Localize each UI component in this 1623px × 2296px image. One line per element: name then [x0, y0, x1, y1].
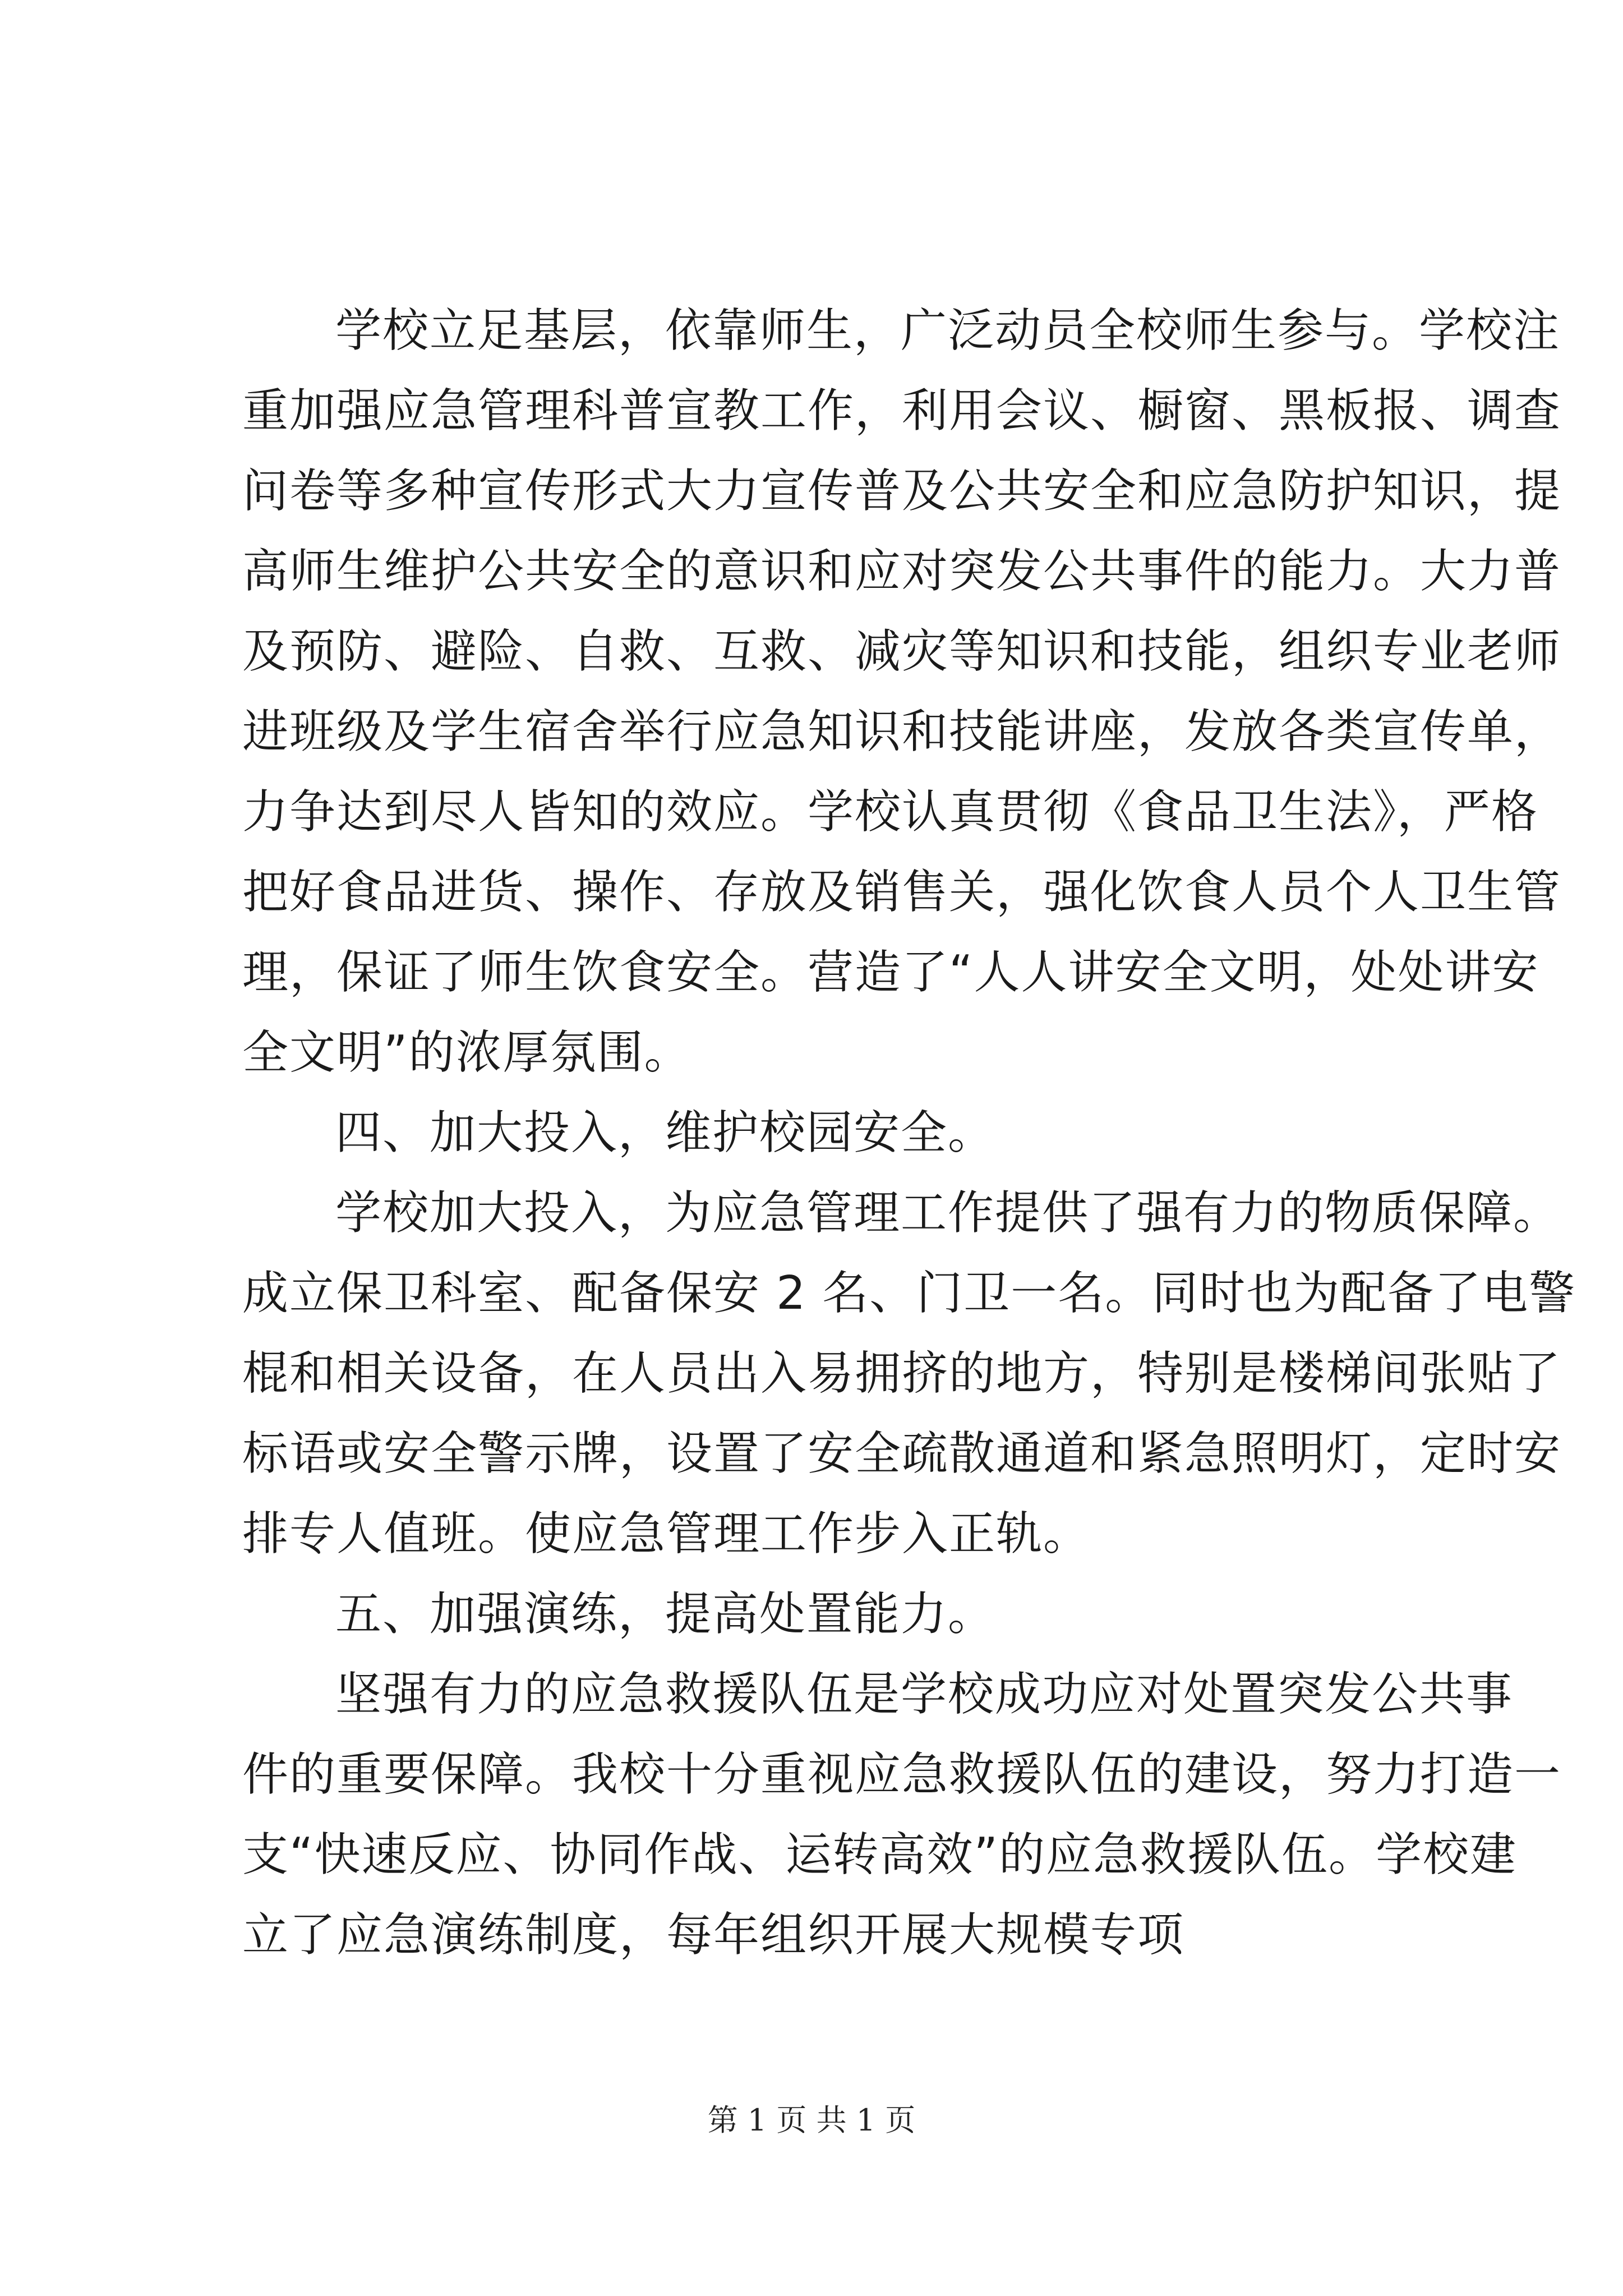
- paragraph-line: 立了应急演练制度，每年组织开展大规模专项: [242, 1908, 1185, 1962]
- paragraph-line: 学校加大投入，为应急管理工作提供了强有力的物质保障。: [335, 1186, 1561, 1240]
- paragraph-line: 力争达到尽人皆知的效应。学校认真贯彻《食品卫生法》，严格: [242, 785, 1539, 839]
- paragraph-line: 成立保卫科室、配备保安 2 名、门卫一名。同时也为配备了电警: [242, 1267, 1576, 1320]
- paragraph-line: 及预防、避险、自救、互救、减灾等知识和技能，组织专业老师: [242, 625, 1562, 678]
- paragraph-line: 排专人值班。使应急管理工作步入正轨。: [242, 1507, 1091, 1561]
- paragraph-line: 理，保证了师生饮食安全。营造了“人人讲安全文明，处处讲安: [242, 946, 1539, 999]
- paragraph-line: 支“快速反应、协同作战、运转高效”的应急救援队伍。学校建: [242, 1828, 1517, 1881]
- paragraph-line: 问卷等多种宣传形式大力宣传普及公共安全和应急防护知识，提: [242, 464, 1562, 518]
- paragraph-line: 学校立足基层，依靠师生，广泛动员全校师生参与。学校注: [335, 304, 1561, 357]
- paragraph-line: 棍和相关设备，在人员出入易拥挤的地方，特别是楼梯间张贴了: [242, 1347, 1562, 1400]
- paragraph-line: 进班级及学生宿舍举行应急知识和技能讲座，发放各类宣传单，: [242, 705, 1562, 758]
- paragraph-line: 坚强有力的应急救援队伍是学校成功应对处置突发公共事: [335, 1668, 1514, 1721]
- paragraph-line: 高师生维护公共安全的意识和应对突发公共事件的能力。大力普: [242, 545, 1562, 598]
- section-heading: 四、加大投入，维护校园安全。: [335, 1106, 995, 1159]
- paragraph-line: 全文明”的浓厚氛围。: [242, 1026, 691, 1079]
- paragraph-line: 件的重要保障。我校十分重视应急救援队伍的建设，努力打造一: [242, 1748, 1562, 1801]
- paragraph-line: 把好食品进货、操作、存放及销售关，强化饮食人员个人卫生管: [242, 866, 1562, 919]
- section-heading: 五、加强演练，提高处置能力。: [335, 1588, 995, 1641]
- paragraph-line: 标语或安全警示牌，设置了安全疏散通道和紧急照明灯，定时安: [242, 1427, 1562, 1480]
- page-number-footer: 第 1 页 共 1 页: [707, 2102, 916, 2138]
- paragraph-line: 重加强应急管理科普宣教工作，利用会议、橱窗、黑板报、调查: [242, 384, 1562, 438]
